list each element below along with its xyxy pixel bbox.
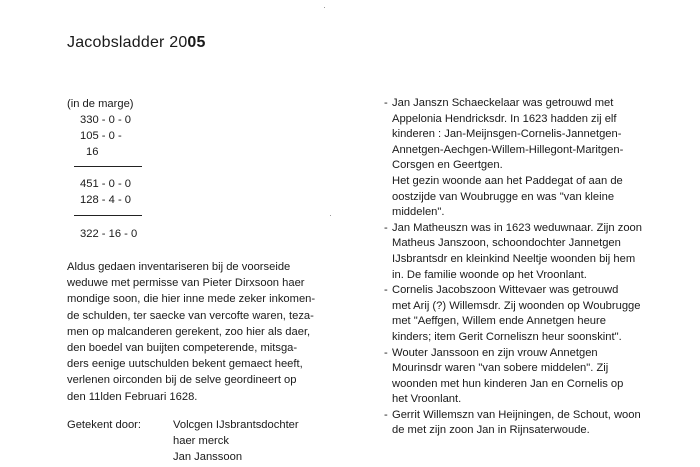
- list-item: [384, 408, 694, 439]
- list-item-text: Gerrit Willemszn van Heijningen, de Schout, woon de met zijn zoon Jan in Rijnsaterwoude.: [392, 408, 641, 437]
- scan-speck: [330, 215, 331, 216]
- signature-label: Getekent door:: [67, 419, 142, 431]
- list-item-text: Wouter Janssoon en zijn vrouw Annetgen Mourinsdr waren "van sobere middelen". Zij woonden met hun kinderen Jan en Cornelis op het Vroonlant.: [392, 346, 624, 406]
- dash-bullet: -: [384, 408, 388, 421]
- margin-row: 330 - 0 - 0: [80, 114, 131, 126]
- margin-note-label: (in de marge): [67, 98, 134, 110]
- list-item: [384, 221, 694, 283]
- list-item-text: Jan Matheuszn was in 1623 weduwnaar. Zijn zoon Matheus Janszoon, schoondochter Jannetgen IJsbrantsdr en kleinkind Neeltje woonden bij hem in. De familie woonde op het Vroonlant.: [392, 221, 643, 281]
- list-item: [384, 96, 694, 221]
- sum-rule: [74, 215, 142, 216]
- dash-bullet: -: [384, 97, 388, 109]
- title-prefix: Jacobsladder 20: [67, 34, 188, 51]
- household-list: [384, 96, 694, 439]
- margin-total: 322 - 16 - 0: [80, 228, 138, 240]
- margin-row: 105 - 0 -: [80, 130, 122, 142]
- dash-bullet: -: [384, 221, 388, 234]
- margin-row: 16: [86, 146, 99, 158]
- list-item-text: Jan Janszn Schaeckelaar was getrouwd met Appelonia Hendricksdr. In 1623 hadden zij elf kinderen : Jan-Meijnsgen-Cornelis-Jannetgen- Annetgen-Aechgen-Willem-Hillegont-Maritgen- Corsgen en Geertgen. Het gezin woonde aan het Paddegat of aan de oostzijde van Woubrugge en was "van kleine middelen".: [392, 97, 624, 219]
- scan-speck: [324, 7, 325, 8]
- sum-rule: [74, 166, 142, 167]
- page-title: [67, 34, 206, 52]
- signature-names: Volcgen IJsbrantsdochter haer merck Jan Janssoon: [173, 419, 299, 463]
- dash-bullet: -: [384, 346, 388, 359]
- margin-row: 128 - 4 - 0: [80, 194, 131, 206]
- title-year-bold: 05: [187, 34, 206, 51]
- dash-bullet: -: [384, 284, 388, 297]
- list-item-text: Cornelis Jacobszoon Wittevaer was getrouwd met Arij (?) Willemsdr. Zij woonden op Woubrugge met "Aeffgen, Willem ende Annetgen heure kinders; item Gerit Corneliszn heur soonskint".: [392, 284, 641, 343]
- list-item: [384, 283, 694, 345]
- margin-row: 451 - 0 - 0: [80, 178, 131, 190]
- list-item: [384, 346, 694, 408]
- inventory-paragraph: Aldus gedaen inventariseren bij de voorseide weduwe met permisse van Pieter Dirxsoon haer mondige soon, die hier inne mede zeker inkomen- de schulden, ter saecke van vercofte waren, teza- men op malcanderen gerekent, zoo hier als daer, den boedel van buijten competerende, mitsga- ders eenige uutschulden bekent gemaect heeft, verlenen oirconden bij de selve geordineert op den 11lden Februari 1628.: [67, 261, 316, 403]
